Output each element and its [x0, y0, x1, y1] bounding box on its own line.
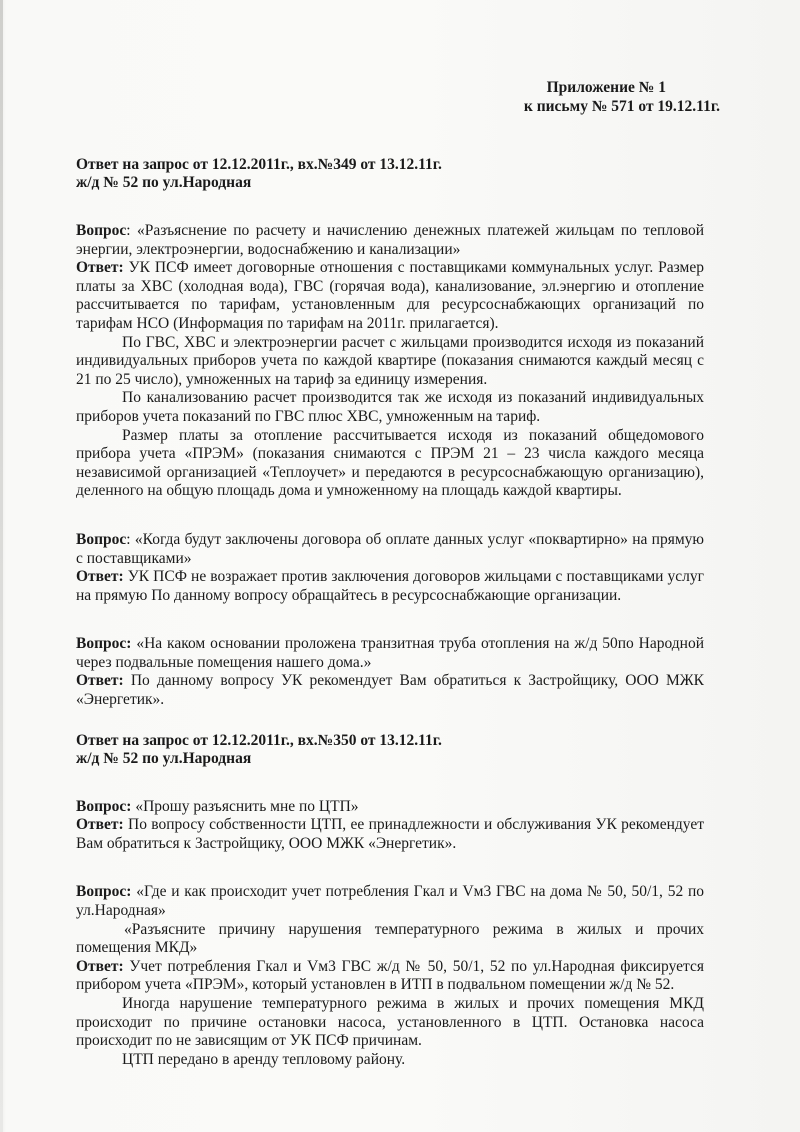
answer-text: УК ПСФ не возражает против заключения договоров жильцами с поставщиками услуг на прямую По данному вопросу обращайтесь в ресурсоснабжающие организации. — [76, 568, 704, 604]
answer-paragraph — [76, 259, 704, 333]
section1-qa2 — [76, 531, 704, 605]
question-label: Вопрос: — [76, 797, 132, 815]
question-text: «Прошу разъяснить мне по ЦТП» — [131, 797, 359, 815]
question-paragraph — [76, 531, 704, 568]
answer-text: Учет потребления Гкал и Vм3 ГВС ж/д № 50, 50/1, 52 по ул.Народная фиксируется прибором учета «ПРЭМ», который установлен в ИТП в подвальном помещении ж/д № 52. — [76, 957, 704, 994]
question-paragraph-2: «Разъясните причину нарушения температурного режима в жилых и прочих помещения МКД» — [76, 920, 704, 957]
answer-paragraph — [76, 816, 704, 853]
question-label: Вопрос — [76, 530, 127, 548]
answer-text: По вопросу собственности ЦТП, ее принадлежности и обслуживания УК рекомендует Вам обратиться к Застройщику, ООО МЖК «Энергетик». — [76, 816, 704, 852]
question-paragraph — [76, 222, 704, 259]
answer-text: По данному вопросу УК рекомендует Вам обратиться к Застройщику, ООО МЖК «Энергетик». — [76, 672, 704, 709]
answer-paragraph-2: По ГВС, ХВС и электроэнергии расчет с жильцами производится исходя из показаний индивидуальных приборов учета по каждой квартире (показания снимаются каждый месяц с 21 по 25 число), умноженных на тариф за единицу измерения. — [76, 333, 704, 388]
question-text: «На каком основании проложена транзитная труба отопления на ж/д 50по Народной через подвальные помещения нашего дома.» — [76, 635, 704, 671]
section2-qa2 — [76, 883, 704, 1069]
answer-label: Ответ: — [76, 816, 124, 834]
question-text: : «Разъяснение по расчету и начислению денежных платежей жильцам по тепловой энергии, электроэнергии, водоснабжению и канализации» — [76, 222, 704, 258]
section2-address: ж/д № 52 по ул.Народная — [76, 749, 252, 767]
answer-paragraph — [76, 672, 704, 709]
question-label: Вопрос: — [76, 883, 132, 901]
section2-qa1 — [76, 798, 704, 854]
answer-paragraph-2: Иногда нарушение температурного режима в жилых и прочих помещения МКД происходит по причине остановки насоса, установленного в ЦТП. Остановка насоса происходит по не зависящим от УК ПСФ причинам. — [76, 995, 704, 1050]
section1-qa3 — [76, 635, 704, 709]
attachment-header — [76, 78, 720, 116]
section2-title: Ответ на запрос от 12.12.2011г., вх.№350 от 13.12.11г. — [76, 731, 442, 749]
section1-title: Ответ на запрос от 12.12.2011г., вх.№349 от 13.12.11г. — [76, 156, 442, 173]
answer-label: Ответ: — [76, 957, 124, 975]
section2-heading — [76, 732, 704, 768]
answer-paragraph-3: По канализованию расчет производится так же исходя из показаний индивидуальных приборов учета показаний по ГВС плюс ХВС, умноженным на тариф. — [76, 389, 704, 425]
answer-label: Ответ: — [76, 672, 124, 690]
answer-paragraph-4: Размер платы за отопление рассчитывается исходя из показаний общедомового прибора учета «ПРЭМ» (показания снимаются с ПРЭМ 21 – 23 числа каждого месяца независимой организацией «Теплоучет» и передаются в ресурсоснабжающую организацию), деленного на общую площадь дома и умноженному на площадь каждой квартиры. — [76, 426, 704, 500]
attachment-letter-ref: к письму № 571 от 19.12.11г. — [523, 98, 720, 115]
question-label: Вопрос — [76, 222, 127, 239]
question-paragraph — [76, 798, 704, 817]
answer-text: УК ПСФ имеет договорные отношения с поставщиками коммунальных услуг. Размер платы за ХВС (холодная вода), ГВС (горячая вода), канализование, эл.энергию и отопление рассчитывается по тарифам, установленным для ресурсоснабжающих организаций по тарифам НСО (Информация по тарифам на 2011г. прилагается). — [76, 259, 704, 332]
question-label: Вопрос: — [76, 635, 132, 653]
section1-qa1 — [76, 222, 704, 501]
answer-paragraph-3: ЦТП передано в аренду тепловому району. — [122, 1050, 406, 1068]
attachment-number: Приложение № 1 — [546, 79, 666, 96]
answer-paragraph — [76, 958, 704, 995]
answer-label: Ответ: — [76, 259, 124, 277]
answer-paragraph — [76, 568, 704, 605]
section1-heading — [76, 156, 704, 192]
answer-label: Ответ: — [76, 568, 124, 586]
question-paragraph — [76, 635, 704, 672]
section1-address: ж/д № 52 по ул.Народная — [76, 174, 252, 191]
question-paragraph — [76, 883, 704, 920]
question-text: : «Когда будут заключены договора об оплате данных услуг «поквартирно» на прямую с поставщиками» — [76, 530, 704, 567]
question-text: «Где и как происходит учет потребления Гкал и Vм3 ГВС на дома № 50, 50/1, 52 по ул.Народная» — [76, 883, 704, 920]
